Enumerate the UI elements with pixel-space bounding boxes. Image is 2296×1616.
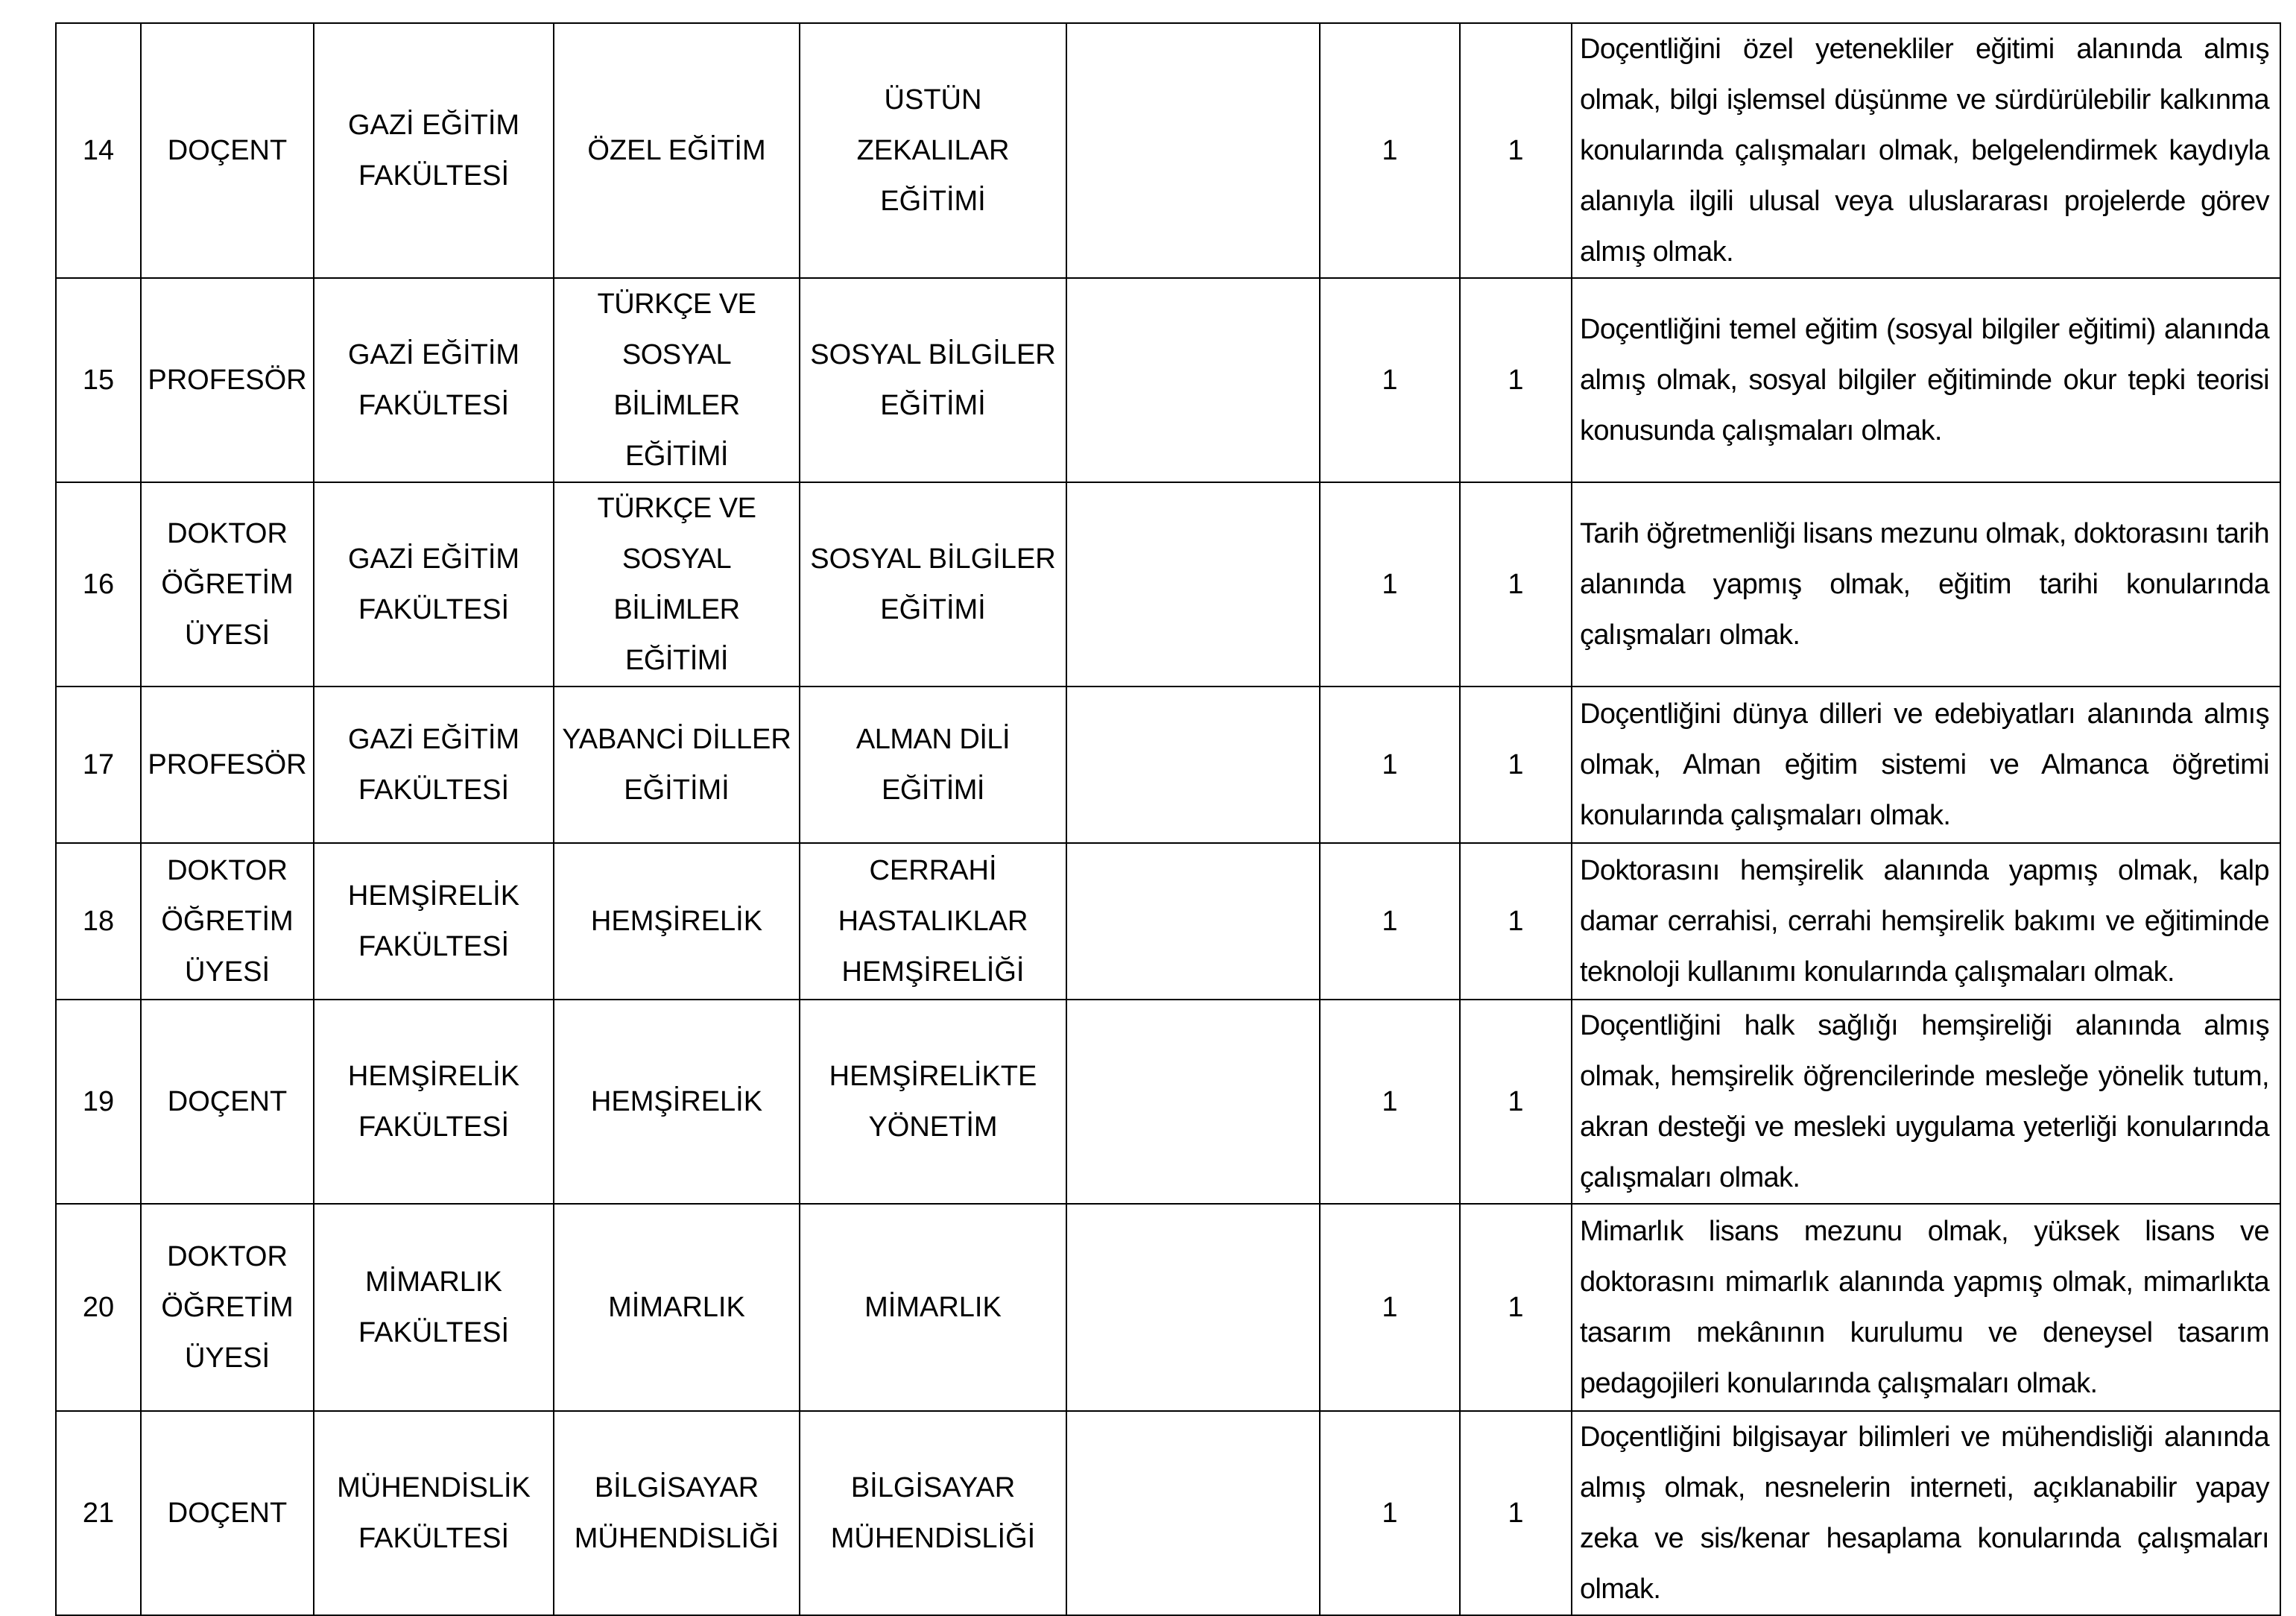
program-name: CERRAHİ HASTALIKLAR HEMŞİRELİĞİ: [800, 843, 1066, 1000]
academic-title: DOKTOR ÖĞRETİM ÜYESİ: [141, 843, 314, 1000]
position-count: 1: [1460, 482, 1572, 687]
empty-cell: [1066, 482, 1320, 687]
faculty-name: GAZİ EĞİTİM FAKÜLTESİ: [314, 482, 554, 687]
row-number: 16: [56, 482, 141, 687]
position-count: 1: [1320, 1204, 1460, 1411]
department-name: HEMŞİRELİK: [554, 1000, 800, 1204]
position-count: 1: [1320, 278, 1460, 482]
department-name: MİMARLIK: [554, 1204, 800, 1411]
row-number: 19: [56, 1000, 141, 1204]
position-count: 1: [1320, 482, 1460, 687]
program-name: ALMAN DİLİ EĞİTİMİ: [800, 687, 1066, 843]
academic-title: DOKTOR ÖĞRETİM ÜYESİ: [141, 482, 314, 687]
position-count: 1: [1460, 687, 1572, 843]
faculty-name: HEMŞİRELİK FAKÜLTESİ: [314, 843, 554, 1000]
faculty-name: MÜHENDİSLİK FAKÜLTESİ: [314, 1411, 554, 1615]
faculty-name: GAZİ EĞİTİM FAKÜLTESİ: [314, 278, 554, 482]
table-row: [56, 482, 2280, 687]
empty-cell: [1066, 278, 1320, 482]
row-number: 17: [56, 687, 141, 843]
faculty-name: MİMARLIK FAKÜLTESİ: [314, 1204, 554, 1411]
program-name: SOSYAL BİLGİLER EĞİTİMİ: [800, 278, 1066, 482]
department-name: TÜRKÇE VE SOSYAL BİLİMLER EĞİTİMİ: [554, 278, 800, 482]
faculty-name: GAZİ EĞİTİM FAKÜLTESİ: [314, 23, 554, 278]
empty-cell: [1066, 1000, 1320, 1204]
positions-table: [55, 22, 2281, 1616]
position-count: 1: [1460, 1000, 1572, 1204]
table-row: [56, 1000, 2280, 1204]
program-name: MİMARLIK: [800, 1204, 1066, 1411]
table-row: [56, 1204, 2280, 1411]
position-count: 1: [1460, 278, 1572, 482]
academic-title: PROFESÖR: [141, 278, 314, 482]
academic-title: DOÇENT: [141, 1000, 314, 1204]
program-name: HEMŞİRELİKTE YÖNETİM: [800, 1000, 1066, 1204]
position-count: 1: [1320, 1000, 1460, 1204]
position-count: 1: [1320, 843, 1460, 1000]
requirement-text: Doçentliğini temel eğitim (sosyal bilgiler eğitimi) alanında almış olmak, sosyal bilgiler eğitiminde okur tepki teorisi konusunda çalışmaları olmak.: [1572, 278, 2280, 482]
academic-title: DOÇENT: [141, 1411, 314, 1615]
position-count: 1: [1320, 1411, 1460, 1615]
empty-cell: [1066, 1204, 1320, 1411]
table-row: [56, 843, 2280, 1000]
department-name: HEMŞİRELİK: [554, 843, 800, 1000]
position-count: 1: [1460, 1204, 1572, 1411]
row-number: 14: [56, 23, 141, 278]
table-row: [56, 1411, 2280, 1615]
requirement-text: Tarih öğretmenliği lisans mezunu olmak, doktorasını tarih alanında yapmış olmak, eğitim tarihi konularında çalışmaları olmak.: [1572, 482, 2280, 687]
department-name: ÖZEL EĞİTİM: [554, 23, 800, 278]
faculty-name: GAZİ EĞİTİM FAKÜLTESİ: [314, 687, 554, 843]
requirement-text: Doçentliğini özel yetenekliler eğitimi alanında almış olmak, bilgi işlemsel düşünme ve sürdürülebilir kalkınma konularında çalışmaları olmak, belgelendirmek kaydıyla alanıyla ilgili ulusal veya uluslararası projelerde görev almış olmak.: [1572, 23, 2280, 278]
requirement-text: Doçentliğini halk sağlığı hemşireliği alanında almış olmak, hemşirelik öğrencilerinde mesleğe yönelik tutum, akran desteği ve mesleki uygulama yeterliği konularında çalışmaları olmak.: [1572, 1000, 2280, 1204]
table-row: [56, 23, 2280, 278]
department-name: YABANCİ DİLLER EĞİTİMİ: [554, 687, 800, 843]
table-row: [56, 687, 2280, 843]
empty-cell: [1066, 843, 1320, 1000]
empty-cell: [1066, 23, 1320, 278]
row-number: 15: [56, 278, 141, 482]
position-count: 1: [1460, 1411, 1572, 1615]
position-count: 1: [1460, 843, 1572, 1000]
position-count: 1: [1320, 687, 1460, 843]
position-count: 1: [1460, 23, 1572, 278]
requirement-text: Doçentliğini bilgisayar bilimleri ve mühendisliği alanında almış olmak, nesnelerin interneti, açıklanabilir yapay zeka ve sis/kenar hesaplama konularında çalışmaları olmak.: [1572, 1411, 2280, 1615]
row-number: 20: [56, 1204, 141, 1411]
requirement-text: Doçentliğini dünya dilleri ve edebiyatları alanında almış olmak, Alman eğitim sistemi ve Almanca öğretimi konularında çalışmaları olmak.: [1572, 687, 2280, 843]
requirement-text: Doktorasını hemşirelik alanında yapmış olmak, kalp damar cerrahisi, cerrahi hemşirelik bakımı ve eğitiminde teknoloji kullanımı konularında çalışmaları olmak.: [1572, 843, 2280, 1000]
program-name: ÜSTÜN ZEKALILAR EĞİTİMİ: [800, 23, 1066, 278]
faculty-name: HEMŞİRELİK FAKÜLTESİ: [314, 1000, 554, 1204]
academic-title: DOKTOR ÖĞRETİM ÜYESİ: [141, 1204, 314, 1411]
academic-title: DOÇENT: [141, 23, 314, 278]
row-number: 21: [56, 1411, 141, 1615]
row-number: 18: [56, 843, 141, 1000]
empty-cell: [1066, 1411, 1320, 1615]
program-name: SOSYAL BİLGİLER EĞİTİMİ: [800, 482, 1066, 687]
requirement-text: Mimarlık lisans mezunu olmak, yüksek lisans ve doktorasını mimarlık alanında yapmış olmak, mimarlıkta tasarım mekânının kurulumu ve deneysel tasarım pedagojileri konularında çalışmaları olmak.: [1572, 1204, 2280, 1411]
empty-cell: [1066, 687, 1320, 843]
department-name: TÜRKÇE VE SOSYAL BİLİMLER EĞİTİMİ: [554, 482, 800, 687]
program-name: BİLGİSAYAR MÜHENDİSLİĞİ: [800, 1411, 1066, 1615]
department-name: BİLGİSAYAR MÜHENDİSLİĞİ: [554, 1411, 800, 1615]
position-count: 1: [1320, 23, 1460, 278]
table-row: [56, 278, 2280, 482]
academic-title: PROFESÖR: [141, 687, 314, 843]
